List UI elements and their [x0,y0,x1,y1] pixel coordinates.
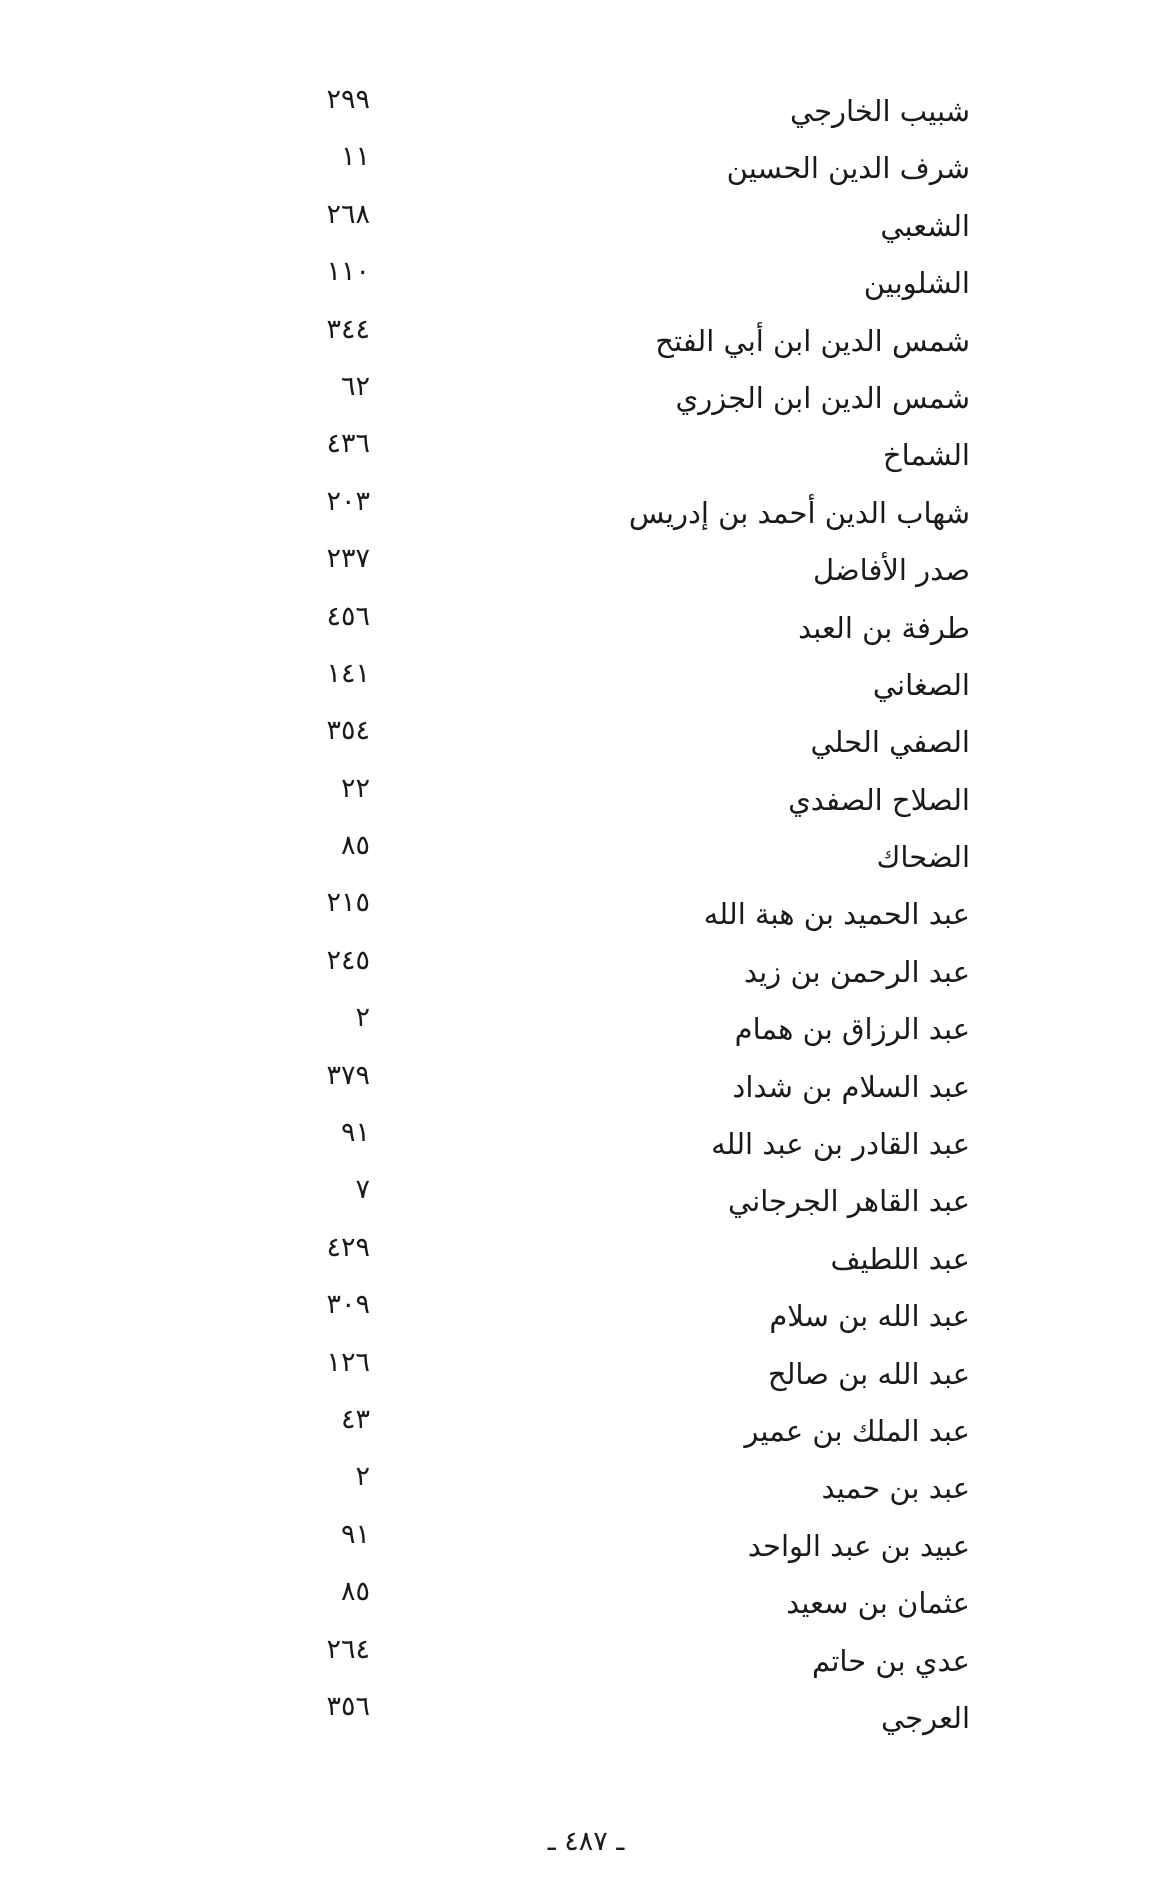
entry-page-number: ٤٣٦ [326,428,370,460]
entry-name: عبد الرحمن بن زيد [743,954,970,989]
entry-name: عبد القاهر الجرجاني [727,1184,970,1219]
entry-name: عبد الحميد بن هبة الله [703,897,970,932]
entry-page-number: ٢ [355,1002,370,1034]
entry-name: عبد الرزاق بن همام [734,1012,970,1047]
entry-page-number: ٦٢ [340,370,370,402]
entry-name: عثمان بن سعيد [786,1586,970,1621]
entry-page-number: ٨٥ [340,830,370,862]
entry-page-number: ٢٦٨ [326,198,370,230]
entry-page-number: ٣٤٤ [326,313,370,345]
entry-name: عبد بن حميد [821,1471,970,1506]
entry-name: عبيد بن عبد الواحد [747,1528,970,1563]
entry-name: عدي بن حاتم [812,1643,970,1678]
entry-page-number: ١٢٦ [326,1346,370,1378]
entry-page-number: ٢٤٥ [326,944,370,976]
entry-name: الشلوبين [863,266,970,301]
entry-page-number: ١١ [340,141,370,173]
index-list [220,83,980,1747]
entry-page-number: ٤٣ [340,1403,370,1435]
entry-page-number: ٩١ [340,1117,370,1149]
entry-page-number: ١١٠ [326,256,370,288]
entry-name: شهاب الدين أحمد بن إدريس [628,495,970,530]
entry-name: شمس الدين ابن أبي الفتح [655,323,970,358]
entry-name: الضحاك [876,840,970,875]
entry-name: عبد الله بن صالح [767,1356,970,1391]
entry-page-number: ٤٢٩ [326,1231,370,1263]
entry-name: عبد الملك بن عمير [744,1413,970,1448]
page-number: ـ ٤٨٧ ـ [547,1826,625,1857]
entry-page-number: ٣٥٦ [326,1690,370,1722]
entry-page-number: ٢٩٩ [326,84,370,115]
entry-name: الصفي الحلي [810,725,970,760]
entry-page-number: ٢٣٧ [326,543,370,575]
entry-name: عبد السلام بن شداد [732,1069,970,1104]
entry-name: الصلاح الصفدي [788,782,970,817]
entry-page-number: ٢٢ [340,772,370,804]
entry-name: الشماخ [882,438,970,473]
entry-name: عبد الله بن سلام [769,1299,970,1334]
entry-page-number: ٢ [355,1461,370,1493]
entry-page-number: ٨٥ [340,1576,370,1608]
entry-name: الشعبي [880,208,970,243]
entry-name: شبيب الخارجي [789,94,970,128]
entry-page-number: ٢١٥ [326,887,370,919]
entry-name: العرجي [881,1700,970,1735]
entry-page-number: ٣٠٩ [326,1289,370,1321]
index-entry [220,1690,980,1747]
entry-name: طرفة بن العبد [798,610,970,645]
entry-name: شرف الدين الحسين [726,151,970,186]
entry-page-number: ٤٥٦ [326,600,370,632]
entry-name: عبد اللطيف [830,1241,970,1276]
entry-name: شمس الدين ابن الجزري [675,380,970,415]
entry-page-number: ٧ [355,1174,370,1206]
entry-name: عبد القادر بن عبد الله [711,1127,970,1162]
entry-page-number: ٣٧٩ [326,1059,370,1091]
entry-page-number: ٢٠٣ [326,485,370,517]
entry-name: صدر الأفاضل [813,553,970,588]
entry-name: الصغاني [872,667,970,702]
entry-page-number: ٢٦٤ [326,1633,370,1665]
entry-page-number: ١٤١ [326,657,370,689]
entry-page-number: ٣٥٤ [326,715,370,747]
entry-page-number: ٩١ [340,1518,370,1550]
